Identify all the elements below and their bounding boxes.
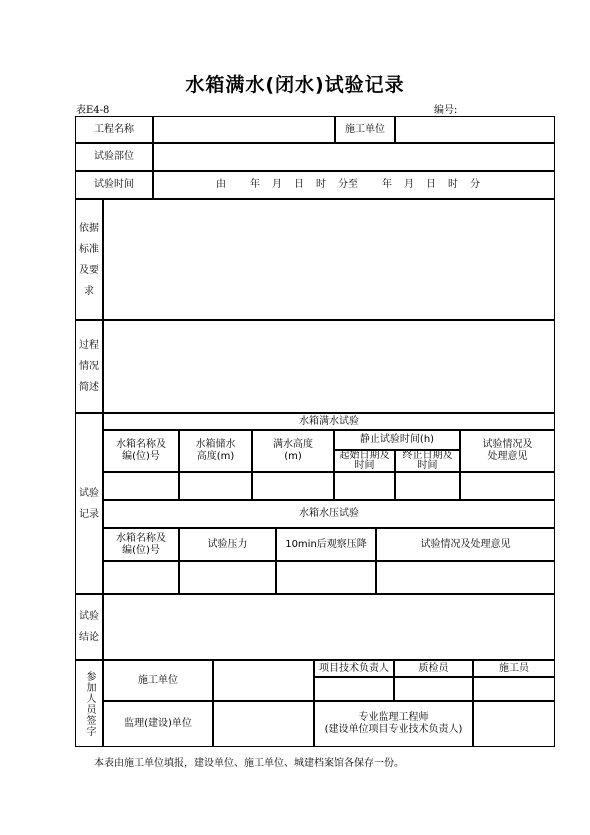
time-part: 由 xyxy=(216,179,226,190)
pressure-heading: 水箱水压试验 xyxy=(103,500,555,528)
fw-col-static: 静止试验时间(h) xyxy=(334,430,460,450)
inspector-label: 质检员 xyxy=(394,660,473,677)
record-label-line: 试验 xyxy=(79,487,99,499)
time-part: 日 xyxy=(294,179,304,190)
footer-note: 本表由施工单位填报，建设单位、施工单位、城建档案馆各保存一份。 xyxy=(94,758,404,769)
time-part: 分 xyxy=(470,179,480,190)
basis-field[interactable] xyxy=(103,199,555,320)
project-lead-label: 项目技术负责人 xyxy=(314,660,394,677)
time-part: 年 xyxy=(382,179,392,190)
time-part: 月 xyxy=(404,179,414,190)
test-time-label: 试验时间 xyxy=(75,171,153,199)
process-label-line: 过程 xyxy=(79,340,99,351)
supervision-unit-sign[interactable] xyxy=(213,701,314,747)
pr-input-result[interactable] xyxy=(376,561,555,594)
test-time-field[interactable] xyxy=(153,171,555,199)
conclusion-label xyxy=(75,594,103,660)
fw-col-full-height: 满水高度(m) xyxy=(252,430,334,472)
pr-col-result: 试验情况及处理意见 xyxy=(376,528,555,561)
supervisor-sign[interactable] xyxy=(473,701,555,747)
supervision-unit-label: 监理(建设)单位 xyxy=(103,701,213,747)
number-label: 编号: xyxy=(434,105,458,116)
conclusion-label-line: 试验 xyxy=(79,611,99,622)
process-label-line: 简述 xyxy=(79,382,99,393)
pr-input-name[interactable] xyxy=(103,561,179,594)
record-label-line: 记录 xyxy=(79,508,99,520)
fw-col-start: 起始日期及时间 xyxy=(334,450,395,472)
time-part: 时 xyxy=(448,179,458,190)
project-name-label: 工程名称 xyxy=(75,116,153,143)
fw-col-height: 水箱储水高度(m) xyxy=(179,430,252,472)
fw-input-height[interactable] xyxy=(179,472,252,500)
worker-sign[interactable] xyxy=(473,677,555,701)
time-part: 日 xyxy=(426,179,436,190)
record-label xyxy=(75,413,103,594)
fw-input-result[interactable] xyxy=(460,472,555,500)
participants-label xyxy=(75,660,103,747)
test-part-label: 试验部位 xyxy=(75,143,153,171)
fw-col-name: 水箱名称及编(位)号 xyxy=(103,430,179,472)
pr-input-pressure[interactable] xyxy=(179,561,276,594)
process-label-line: 情况 xyxy=(79,361,99,372)
fw-input-end[interactable] xyxy=(395,472,460,500)
construction-unit-label: 施工单位 xyxy=(335,116,395,143)
fw-input-name[interactable] xyxy=(103,472,179,500)
fw-input-full-height[interactable] xyxy=(252,472,334,500)
project-name-field[interactable] xyxy=(153,116,335,143)
time-part: 时 xyxy=(316,179,326,190)
worker-label: 施工员 xyxy=(473,660,555,677)
conclusion-field[interactable] xyxy=(103,594,555,660)
full-water-heading: 水箱满水试验 xyxy=(103,413,555,430)
conclusion-label-line: 结论 xyxy=(79,632,99,643)
supervisor-title: 专业监理工程师 xyxy=(358,712,429,723)
basis-label-line: 依据 xyxy=(79,222,99,234)
construction-unit-field[interactable] xyxy=(395,116,555,143)
time-part: 分至 xyxy=(338,179,358,190)
page-title: 水箱满水(闭水)试验记录 xyxy=(185,74,405,96)
time-part: 月 xyxy=(272,179,282,190)
pr-col-pressure: 试验压力 xyxy=(179,528,276,561)
fw-col-end: 终止日期及时间 xyxy=(395,450,460,472)
participant-construction-unit: 施工单位 xyxy=(103,660,213,701)
project-lead-sign[interactable] xyxy=(314,677,394,701)
participants-label-text: 参加人员签字 xyxy=(84,670,95,737)
process-field[interactable] xyxy=(103,320,555,413)
basis-label xyxy=(75,199,103,320)
supervisor-note: (建设单位项目专业技术负责人) xyxy=(324,724,463,735)
fw-input-start[interactable] xyxy=(334,472,395,500)
supervisor-label xyxy=(314,701,473,747)
basis-label-line: 及要 xyxy=(79,264,99,276)
process-label xyxy=(75,320,103,413)
fw-col-result: 试验情况及处理意见 xyxy=(460,430,555,472)
test-part-field[interactable] xyxy=(153,143,555,171)
basis-label-line: 标准 xyxy=(79,243,99,255)
participant-construction-unit-sign[interactable] xyxy=(213,660,314,701)
pr-col-name: 水箱名称及编(位)号 xyxy=(103,528,179,561)
time-part: 年 xyxy=(250,179,260,190)
basis-label-line: 求 xyxy=(84,285,94,297)
form-code: 表E4-8 xyxy=(76,105,110,116)
inspector-sign[interactable] xyxy=(394,677,473,701)
pr-input-drop[interactable] xyxy=(276,561,376,594)
pr-col-drop: 10min后观察压降 xyxy=(276,528,376,561)
